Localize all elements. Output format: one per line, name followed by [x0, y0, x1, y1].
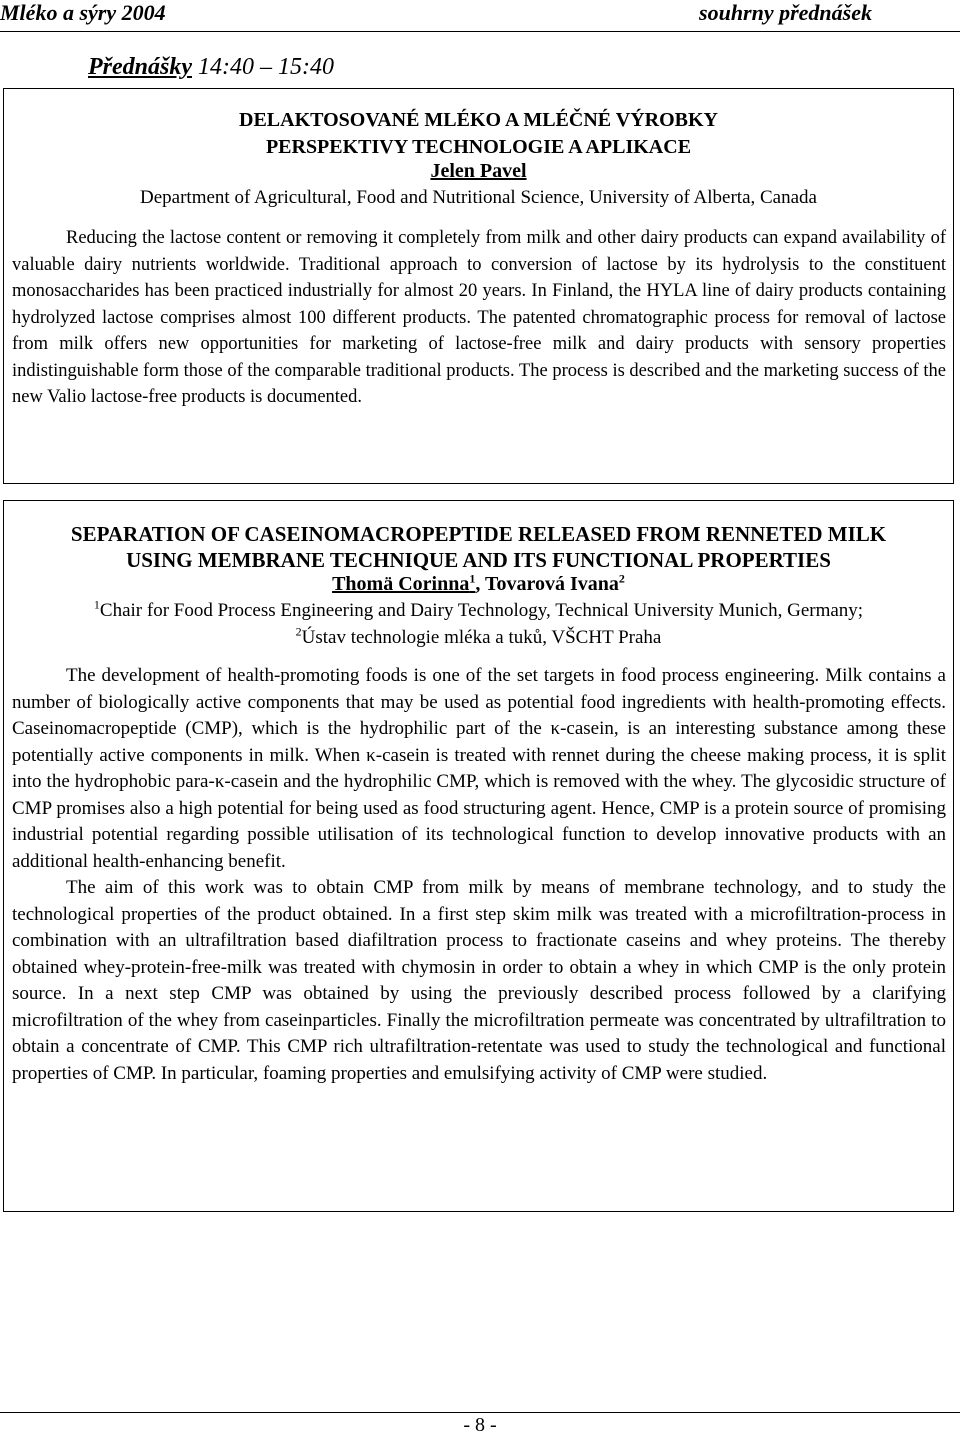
article1-author: Jelen Pavel	[430, 160, 527, 182]
footer-rule	[0, 1412, 960, 1413]
journal-title: Mléko a sýry 2004	[0, 0, 166, 25]
article2-title-line2: USING MEMBRANE TECHNIQUE AND ITS FUNCTIONAL PROPERTIES	[126, 548, 831, 572]
article2-authors: Thomä Corinna$^1$, Tovarová Ivana$^2$	[332, 571, 625, 595]
session-heading	[88, 54, 334, 81]
article2-abstract	[12, 663, 946, 1087]
header-rule	[0, 31, 960, 32]
article2-title-line1: SEPARATION OF CASEINOMACROPEPTIDE RELEASED FROM RENNETED MILK	[70, 522, 887, 546]
article1-title	[4, 107, 953, 161]
article2-author2: Tovarová Ivana$^2$	[484, 571, 625, 595]
article1-abstract	[12, 225, 946, 411]
article1-affiliation: Department of Agricultural, Food and Nutritional Science, University of Alberta, Canada	[140, 187, 817, 208]
session-label: Přednášky	[88, 54, 192, 80]
article1-title-line1: DELAKTOSOVANÉ MLÉKO A MLÉČNÉ VÝROBKY	[239, 109, 718, 131]
article1-title-line2: PERSPEKTIVY TECHNOLOGIE A APLIKACE	[265, 136, 692, 158]
article2-title	[4, 521, 953, 573]
article2-affiliations	[4, 597, 953, 651]
article1-paragraph: Reducing the lactose content or removing it completely from milk and other dairy products can expand availability of valuable dairy nutrients worldwide. Traditional approach to conversion of lactose by its hydrolysis to the constituent monosaccharides has been practiced industrially for almost 20 years. In Finland, the HYLA line of dairy products containing hydrolyzed lactose comprises almost 100 different products. The patented chromatographic process for removal of lactose from milk offers new opportunities for marketing of lactose-free milk and dairy products with sensory properties indistinguishable form those of the comparable traditional products. The process is described and the marketing success of the new Valio lactose-free products is documented.	[12, 228, 946, 407]
abstract-box-1	[3, 88, 954, 484]
article2-affiliation-1: $^1$Chair for Food Process Engineering and Dairy Technology, Technical University Munich, Germany;	[93, 597, 864, 621]
article2-paragraph-1: The development of health-promoting foods is one of the set targets in food process engineering. Milk contains a number of biologically active components that may be used as potential food ingredients with health-promoting effects. Caseinomacropeptide (CMP), which is the hydrophilic part of the κ-casein, is an interesting substance among these potentially active components in milk. When κ-casein is treated with rennet during the cheese making process, it is split into the hydrophobic para-κ-casein and the hydrophilic CMP, which is removed with the whey. The glycosidic structure of CMP promises also a high potential for being used as food structuring agent. Hence, CMP is a protein source of promising industrial potential regarding possible utilisation of its technological function to develop innovative products with an additional health-enhancing benefit.	[12, 665, 946, 872]
section-title: souhrny přednášek	[699, 0, 872, 25]
article2-author1: Thomä Corinna$^1$	[332, 571, 476, 595]
page-header	[0, 0, 960, 34]
article2-paragraph-2: The aim of this work was to obtain CMP from milk by means of membrane technology, and to study the technological properties of the product obtained. In a first step skim milk was treated with a microfiltration-process in combination with an ultrafiltration based diafiltration process to fractionate caseins and whey proteins. The thereby obtained whey-protein-free-milk was treated with chymosin in order to obtain a whey in which CMP is the only protein source. In a next step CMP was obtained by using the previously described process followed by a clarifying microfiltration of the whey from caseinparticles. Finally the microfiltration permeate was concentrated by ultrafiltration to obtain a concentrate of CMP. This CMP rich ultrafiltration-retentate was used to study the technological and functional properties of CMP. In particular, foaming properties and emulsifying activity of CMP were studied.	[12, 877, 946, 1084]
session-time: 14:40 – 15:40	[198, 54, 334, 80]
article2-affiliation-2: $^2$Ústav technologie mléka a tuků, VŠCHT Praha	[295, 624, 662, 648]
abstract-box-2	[3, 500, 954, 1212]
page-number: - 8 -	[463, 1414, 497, 1436]
